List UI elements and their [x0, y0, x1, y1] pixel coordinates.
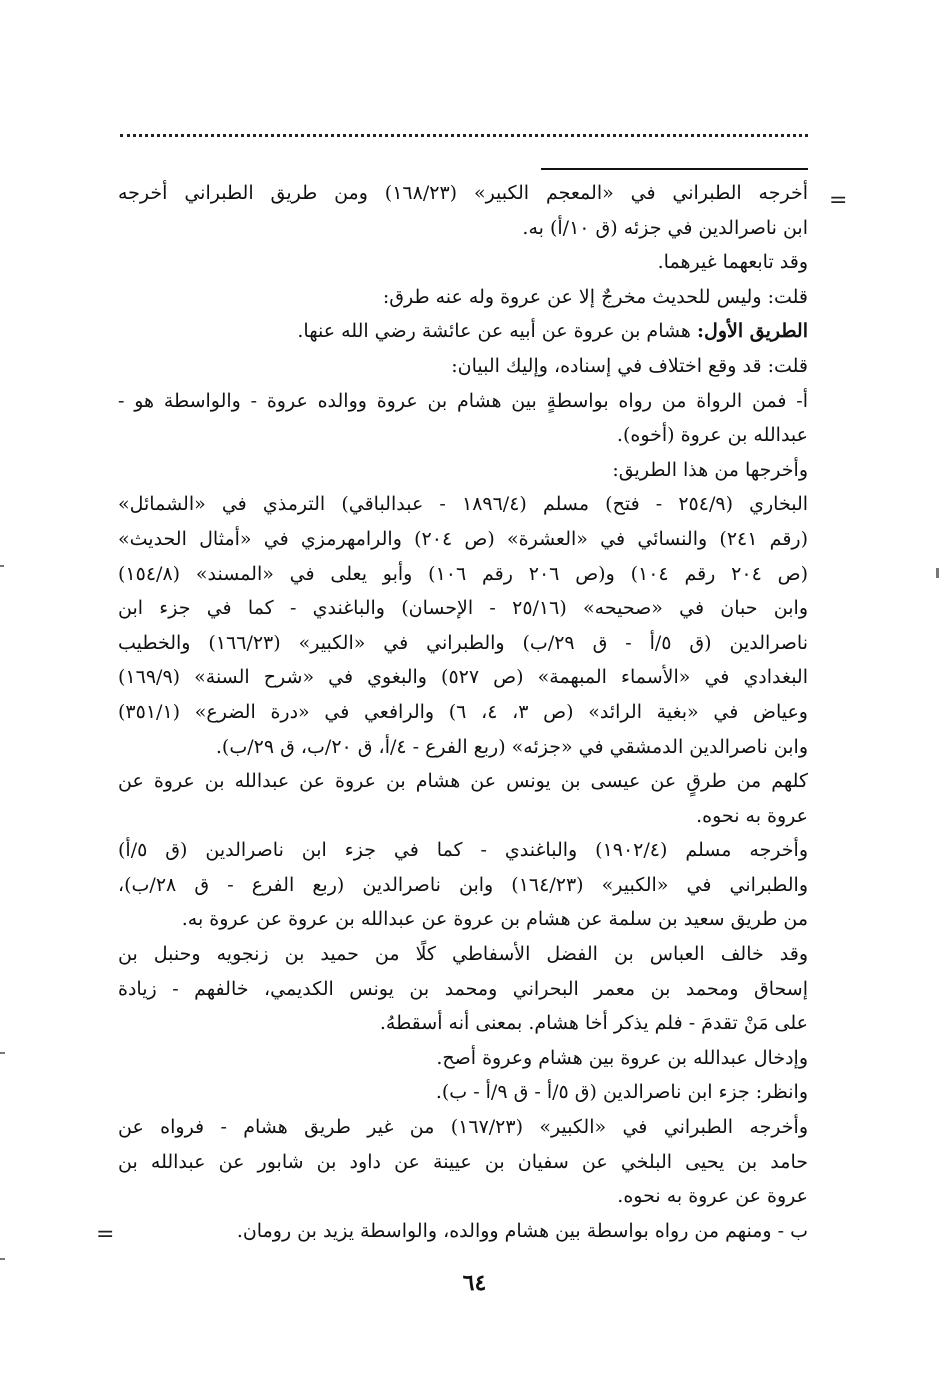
text-line: قلت: وليس للحديث مخرجٌ إلا عن عروة وله عنه طرق:	[382, 285, 808, 308]
text-line: على مَنْ تقدمَ - فلم يذكر أخا هشام. بمعنى أنه أسقطهُ.	[379, 1012, 808, 1035]
text-line	[118, 314, 808, 349]
text-line: عروة عن عروة به نحوه.	[617, 1185, 808, 1208]
text-line: أ- فمن الرواة من رواه بواسطةٍ بين هشام بن عروة ووالده عروة - والواسطة هو -	[118, 389, 808, 412]
text-line: حامد بن يحيى البلخي عن سفيان بن عيينة عن داود بن شابور عن عبدالله بن	[118, 1150, 808, 1173]
text-line: وعياض في «بغية الرائد» (ص ٣، ٤، ٦) والرافعي في «درة الضرع» (٣٥١/١)	[118, 700, 808, 723]
text-line: وقد خالف العباس بن الفضل الأسفاطي كلًا من حميد بن زنجويه وحنبل بن	[118, 943, 808, 966]
text-line: البخاري (٢٥٤/٩ - فتح) مسلم (١٨٩٦/٤ - عبدالباقي) الترمذي في «الشمائل»	[118, 493, 808, 516]
text-line: (رقم ٢٤١) والنسائي في «العشرة» (ص ٢٠٤) والرامهرمزي في «أمثال الحديث»	[118, 527, 808, 550]
dotted-separator	[120, 134, 808, 143]
text-line: أخرجه الطبراني في «المعجم الكبير» (١٦٨/٢٣) ومن طريق الطبراني أخرجه	[118, 182, 808, 204]
text-line: وأخرجه مسلم (١٩٠٢/٤) والباغندي - كما في جزء ابن ناصرالدين (ق ٥/أ)	[118, 839, 808, 862]
text-line: وابن ناصرالدين الدمشقي في «جزئه» (ربع الفرع - ٤/أ، ق ٢٠/ب، ق ٢٩/ب).	[215, 735, 808, 758]
scan-edge-mark	[0, 1052, 5, 1054]
text-line: وقد تابعهما غيرهما.	[657, 251, 808, 274]
scan-edge-mark	[0, 565, 4, 567]
text-line: كلهم من طرقٍ عن عيسى بن يونس عن هشام بن عروة عن عبدالله بن عروة عن	[118, 770, 808, 793]
continuation-mark-bottom: =	[96, 1222, 115, 1247]
scan-edge-mark	[0, 1258, 5, 1260]
text-line: إسحاق ومحمد بن معمر البحراني ومحمد بن يونس الكديمي، خالفهم - زيادة	[118, 977, 808, 1000]
scan-edge-mark	[936, 568, 939, 578]
text-line: عروة به نحوه.	[696, 804, 808, 827]
text-line: (ص ٢٠٤ رقم ١٠٤) و(ص ٢٠٦ رقم ١٠٦) وأبو يعلى في «المسند» (١٥٤/٨)	[118, 562, 808, 585]
route-heading: الطريق الأول:	[697, 320, 808, 343]
text-line: ابن ناصرالدين في جزئه (ق ١٠/أ) به.	[522, 216, 808, 239]
text-line: من طريق سعيد بن سلمة عن هشام بن عروة عن عبدالله بن عروة عن عروة به.	[181, 908, 808, 931]
text-line: والطبراني في «الكبير» (١٦٤/٢٣) وابن ناصرالدين (ربع الفرع - ق ٢٨/ب)،	[118, 873, 808, 896]
text-line: وانظر: جزء ابن ناصرالدين (ق ٥/أ - ق ٩/أ - ب).	[435, 1081, 808, 1104]
footnote-text	[118, 176, 808, 1248]
text-line: وابن حبان في «صحيحه» (٢٥/١٦ - الإحسان) والباغندي - كما في جزء ابن	[118, 597, 808, 620]
text-line: ناصرالدين (ق ٥/أ - ق ٢٩/ب) والطبراني في «الكبير» (١٦٦/٢٣) والخطيب	[118, 631, 808, 654]
text-line: عبدالله بن عروة (أخوه).	[616, 424, 808, 447]
text-line: وأخرجها من هذا الطريق:	[612, 458, 808, 481]
page-number: ٦٤	[462, 1270, 487, 1296]
continuation-mark-top: =	[829, 188, 848, 213]
text-line: البغدادي في «الأسماء المبهمة» (ص ٥٢٧) والبغوي في «شرح السنة» (١٦٩/٩)	[118, 666, 808, 689]
text-line: قلت: قد وقع اختلاف في إسناده، وإليك البيان:	[451, 354, 808, 377]
text-line: وإدخال عبدالله بن عروة بين هشام وعروة أصح.	[436, 1046, 808, 1069]
text-line: وأخرجه الطبراني في «الكبير» (١٦٧/٢٣) من غير طريق هشام - فرواه عن	[118, 1116, 808, 1139]
footnote-rule	[541, 168, 808, 170]
route-text: هشام بن عروة عن أبيه عن عائشة رضي الله عنها.	[297, 320, 697, 343]
text-line: ب - ومنهم من رواه بواسطة بين هشام ووالده، والواسطة يزيد بن رومان.	[236, 1219, 808, 1242]
